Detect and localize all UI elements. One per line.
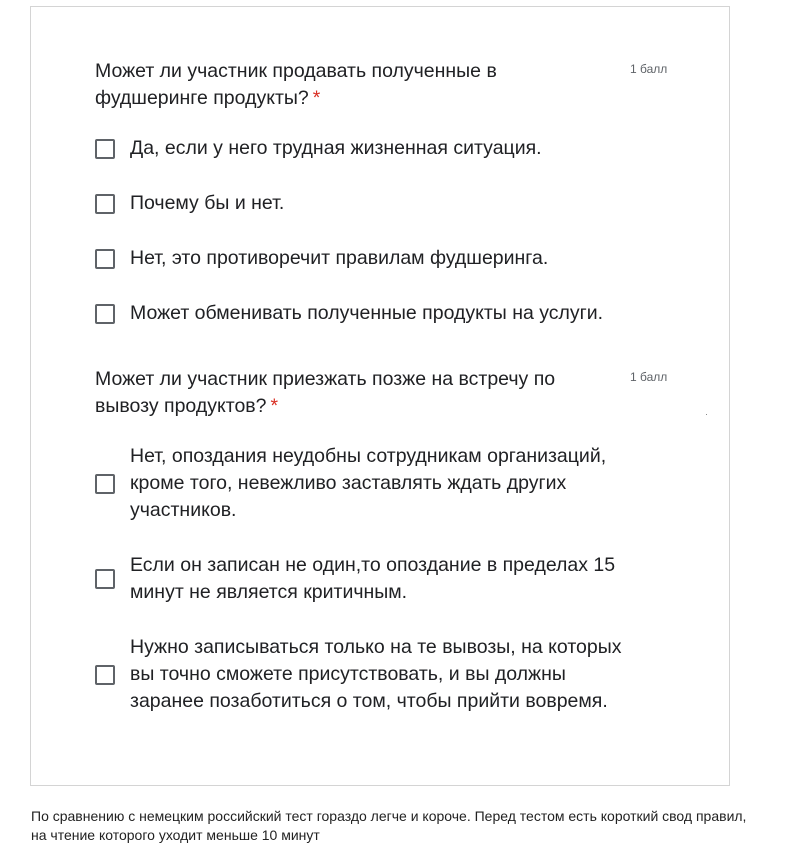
stray-dot [706, 414, 707, 415]
checkbox[interactable] [95, 474, 115, 494]
question-title: Может ли участник продавать полученные в фудшеринге продукты? * [95, 60, 497, 109]
checkbox[interactable] [95, 249, 115, 269]
question-points: 1 балл [630, 62, 668, 76]
option-label[interactable]: Нужно записываться только на те вывозы, на которых вы точно сможете присутствовать, и вы должны заранее позаботиться о том, чтобы прийти вовремя. [130, 636, 622, 712]
answer-option[interactable] [95, 552, 640, 606]
answer-option[interactable] [95, 300, 640, 327]
question-1 [95, 58, 675, 324]
option-label[interactable]: Да, если у него трудная жизненная ситуация. [130, 137, 542, 159]
question-title: Может ли участник приезжать позже на встречу по вывозу продуктов? * [95, 368, 556, 417]
answer-option[interactable] [95, 443, 640, 524]
option-label[interactable]: Может обменивать полученные продукты на услуги. [130, 302, 604, 324]
option-label[interactable]: Нет, это противоречит правилам фудшеринга. [130, 247, 549, 269]
option-label[interactable]: Нет, опоздания неудобны сотрудникам организаций, кроме того, невежливо заставлять ждать других участников. [130, 445, 607, 521]
checkbox[interactable] [95, 304, 115, 324]
checkbox[interactable] [95, 194, 115, 214]
quiz-form-card [30, 6, 730, 786]
question-2 [95, 366, 675, 712]
answer-option[interactable] [95, 190, 640, 217]
article-caption: По сравнению с немецким российский тест гораздо легче и короче. Перед тестом есть короткий свод правил, на чтение которого уходит меньше 10 минут [31, 808, 747, 843]
checkbox[interactable] [95, 139, 115, 159]
option-label[interactable]: Если он записан не один,то опоздание в пределах 15 минут не является критичным. [130, 554, 616, 603]
answer-option[interactable] [95, 135, 640, 162]
question-points: 1 балл [630, 370, 668, 384]
checkbox[interactable] [95, 569, 115, 589]
answer-option[interactable] [95, 634, 640, 715]
checkbox[interactable] [95, 665, 115, 685]
option-label[interactable]: Почему бы и нет. [130, 192, 285, 214]
required-asterisk: * [270, 395, 279, 417]
required-asterisk: * [312, 87, 321, 109]
answer-option[interactable] [95, 245, 640, 272]
